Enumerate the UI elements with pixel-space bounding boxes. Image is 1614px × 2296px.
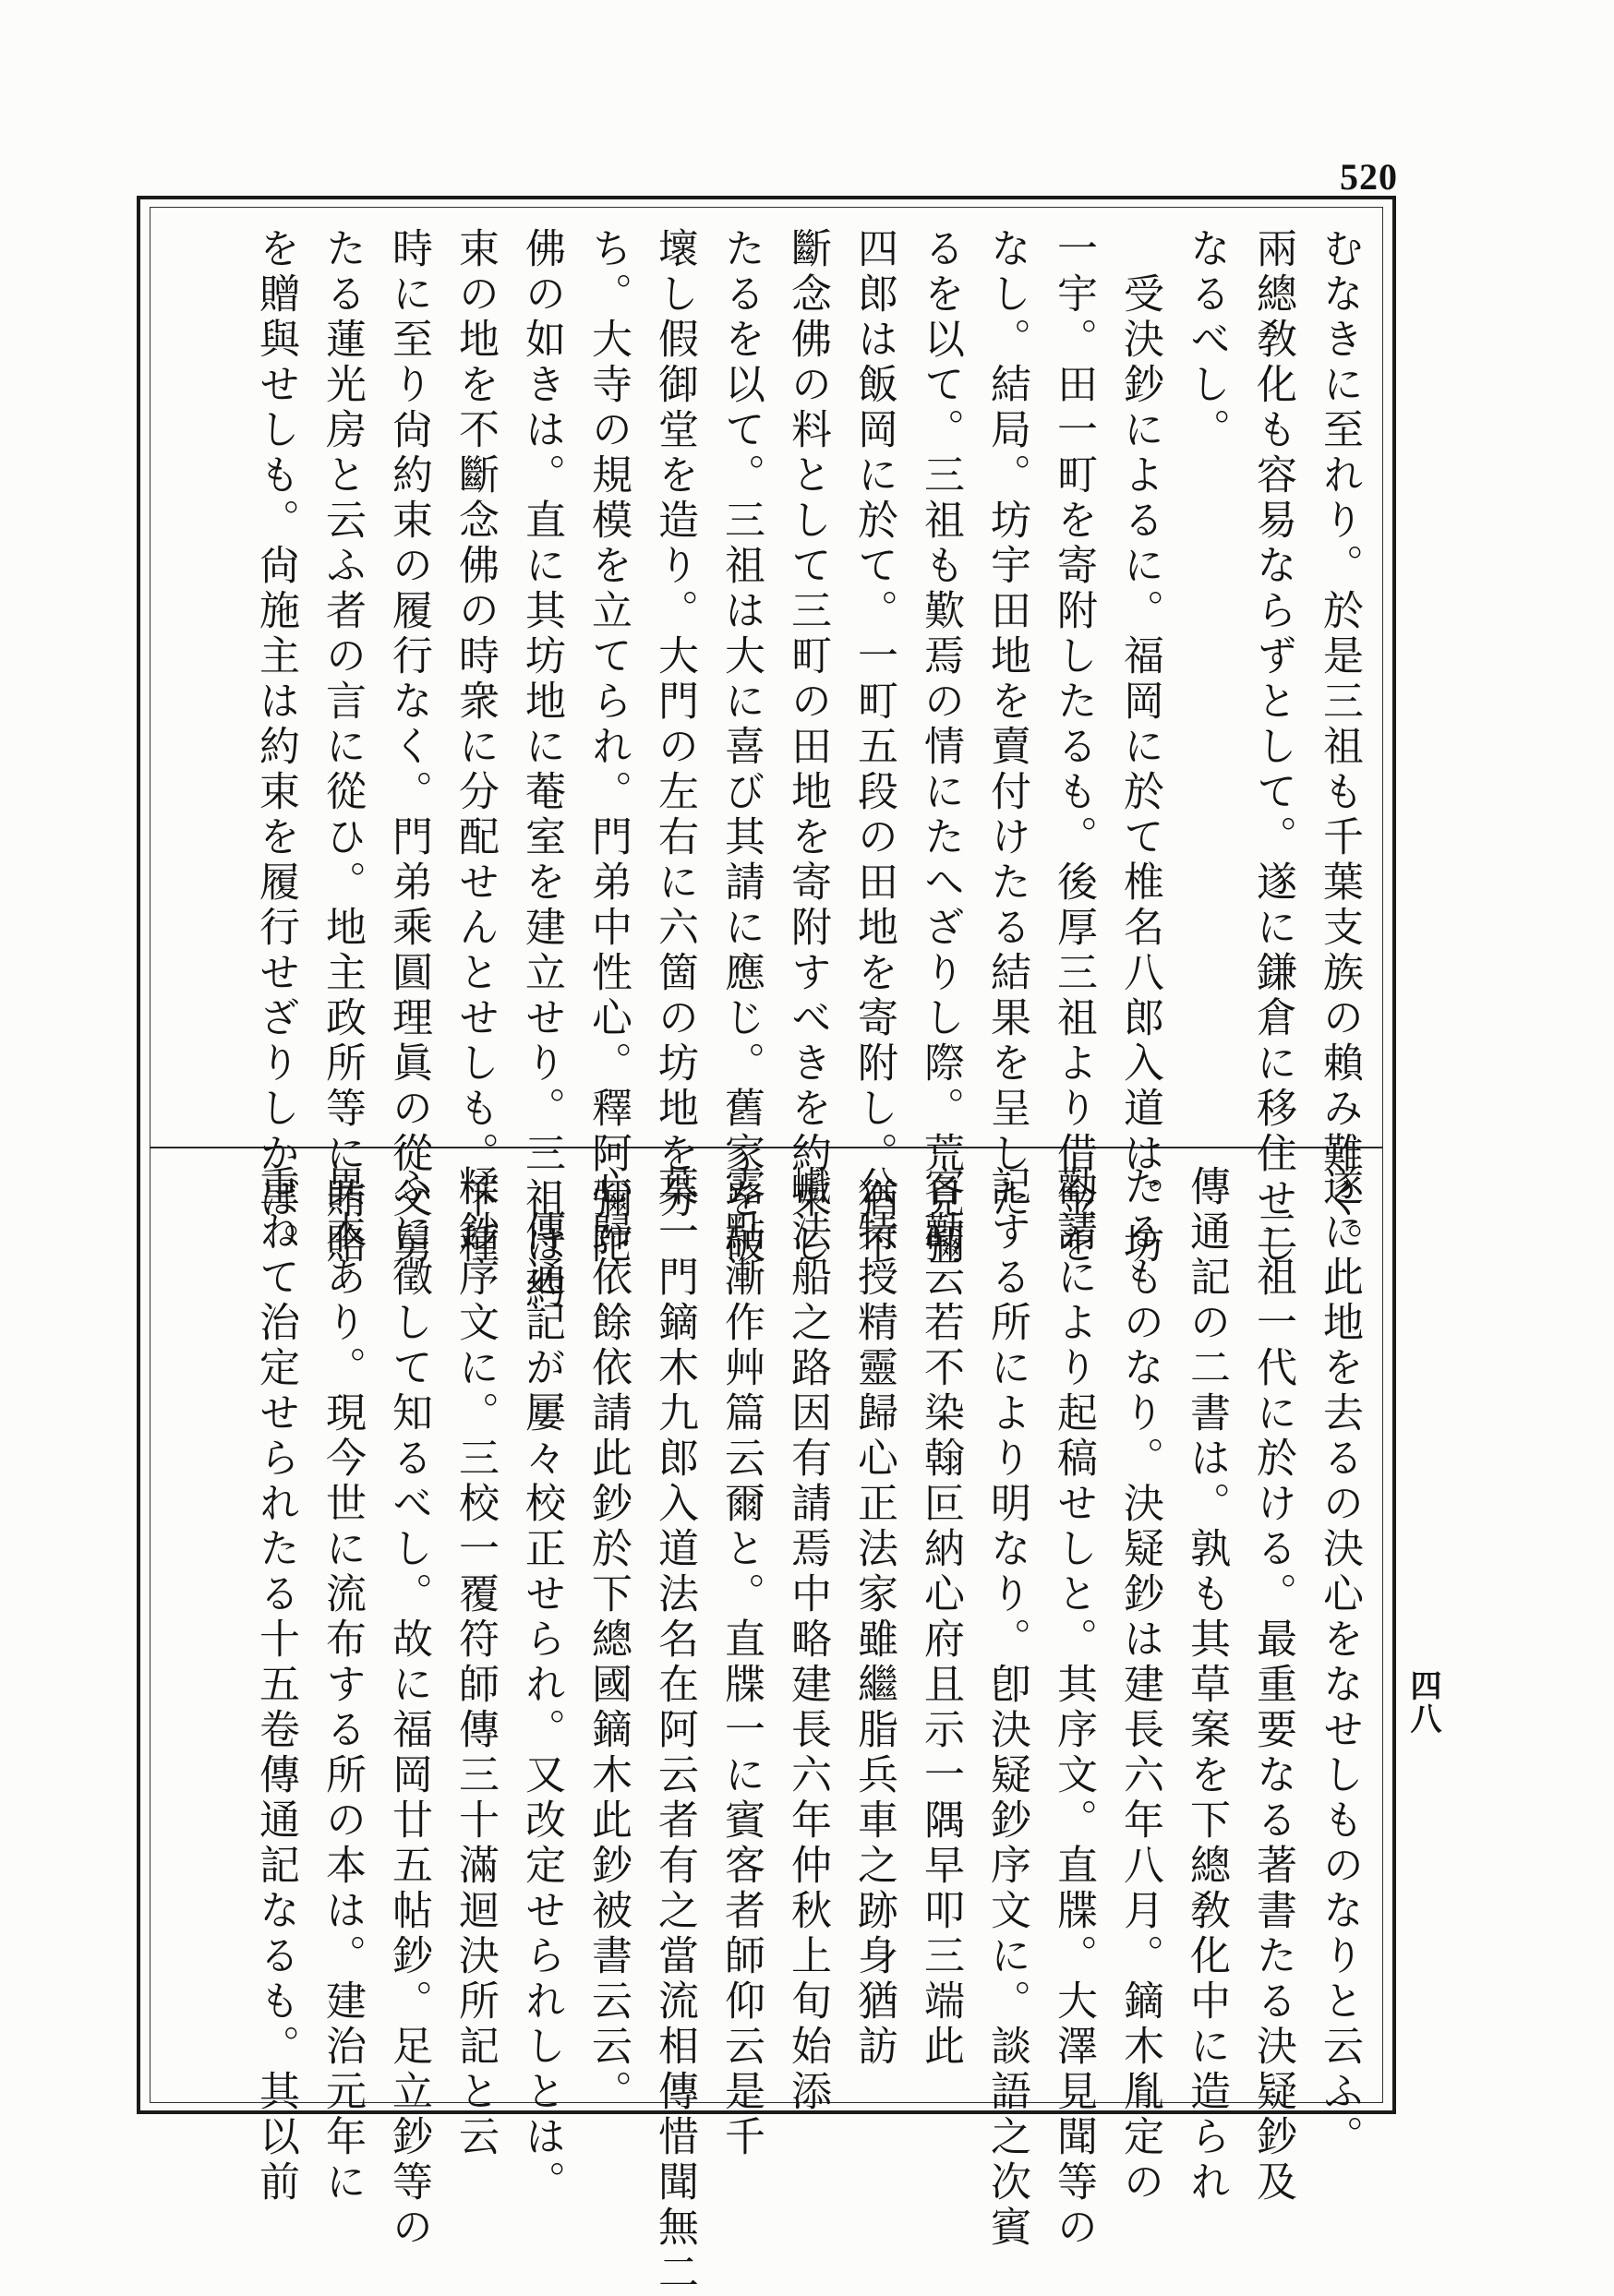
text-column: 記する所により明なり。卽決疑鈔序文に。談語之次賓 [983,1165,1030,2251]
text-column: たるを以て。三祖は大に喜び其請に應じ。舊家を破 [717,227,765,1268]
text-column: 三祖一代に於ける。最重要なる著書たる決疑鈔及 [1249,1165,1296,2206]
top-text-block [252,227,1372,1313]
bottom-text-block [252,1165,1372,2296]
text-column: 束の地を不斷念佛の時衆に分配せんとせしも。下種 [452,227,499,1268]
text-column: 露點漸作艸篇云爾と。直牒一に賓客者師仰云是千 [717,1165,765,2160]
text-column: なるべし。 [1183,227,1230,453]
text-column: 葉一門鏑木九郎入道法名在阿云者有之當流相傳惜聞無二 [651,1165,698,2296]
text-column: むなきに至れり。於是三祖も千葉支族の賴み難く。 [1316,227,1363,1268]
text-column: ち。大寺の規模を立てられ。門弟中性心。釋阿彌陀 [584,227,632,1268]
side-page-label: 四八 [1404,1669,1441,1736]
text-column: 公特授精靈歸心正法家雖繼脂兵車之跡身猶訪 [850,1165,897,2070]
text-column: 壞し假御堂を造り。大門の左右に六箇の坊地を分 [651,227,698,1222]
text-column: 異本あり。現今世に流布する所の本は。建治元年に [319,1165,366,2206]
text-column: 兩總敎化も容易ならずとして。遂に鎌倉に移住せし [1249,227,1296,1268]
text-column: 斷念佛の料として三町の田地を寄附すべきを約束し [784,227,831,1268]
text-column: 傳通記が屢々校正せられ。又改定せられしとは。 [518,1165,565,2206]
text-column: を贈與せしも。尙施主は約束を履行せざりしかば。 [252,227,299,1268]
text-column: 心歸依餘依請此鈔於下總國鏑木此鈔被書云云。 [584,1165,632,2115]
text-column: 糅鈔序文に。三校一覆符師傳三十滿迴決所記と云 [452,1165,499,2160]
text-column: 勸請により起稿せしと。其序文。直牒。大澤見聞等の [1050,1165,1097,2251]
text-column: 四郎は飯岡に於て。一町五段の田地を寄附し。猶不 [850,227,897,1268]
text-column: なし。結局。坊宇田地を賣付けたる結果を呈した [983,227,1030,1222]
text-column: 佛の如きは。直に其坊地に菴室を建立せり。三祖は約 [518,227,565,1313]
text-column: 客勸云若不染翰叵納心府且示一隅早叩三端此 [917,1165,964,2070]
text-column: 受決鈔によるに。福岡に於て椎名八郎入道は。坊 [1116,227,1163,1268]
text-column: 重ねて治定せられたる十五卷傳通記なるも。其以前 [252,1165,299,2206]
text-column: 一宇。田一町を寄附したるも。後厚三祖より借金を [1050,227,1097,1268]
text-column: 巇法船之路因有請焉中略建長六年仲秋上旬始添 [784,1165,831,2115]
text-column: たる蓮光房と云ふ者の言に從ひ。地主政所等に賄賂 [319,227,366,1268]
page-number: 520 [1340,156,1398,198]
text-column: 時に至り尙約束の履行なく。門弟乘圓理眞の從父舅 [385,227,432,1268]
text-column: るを以て。三祖も歎焉の情にたへざりし際。荒見彌 [917,227,964,1268]
text-column: 遂に此地を去るの決心をなせしものなりと云ふ。 [1316,1165,1363,2160]
text-column: たるものなり。決疑鈔は建長六年八月。鏑木胤定の [1116,1165,1163,2206]
text-column: 傳通記の二書は。孰も其草案を下總敎化中に造られ [1183,1165,1230,2206]
text-column: ふに徵して知るべし。故に福岡廿五帖鈔。足立鈔等の [385,1165,432,2251]
